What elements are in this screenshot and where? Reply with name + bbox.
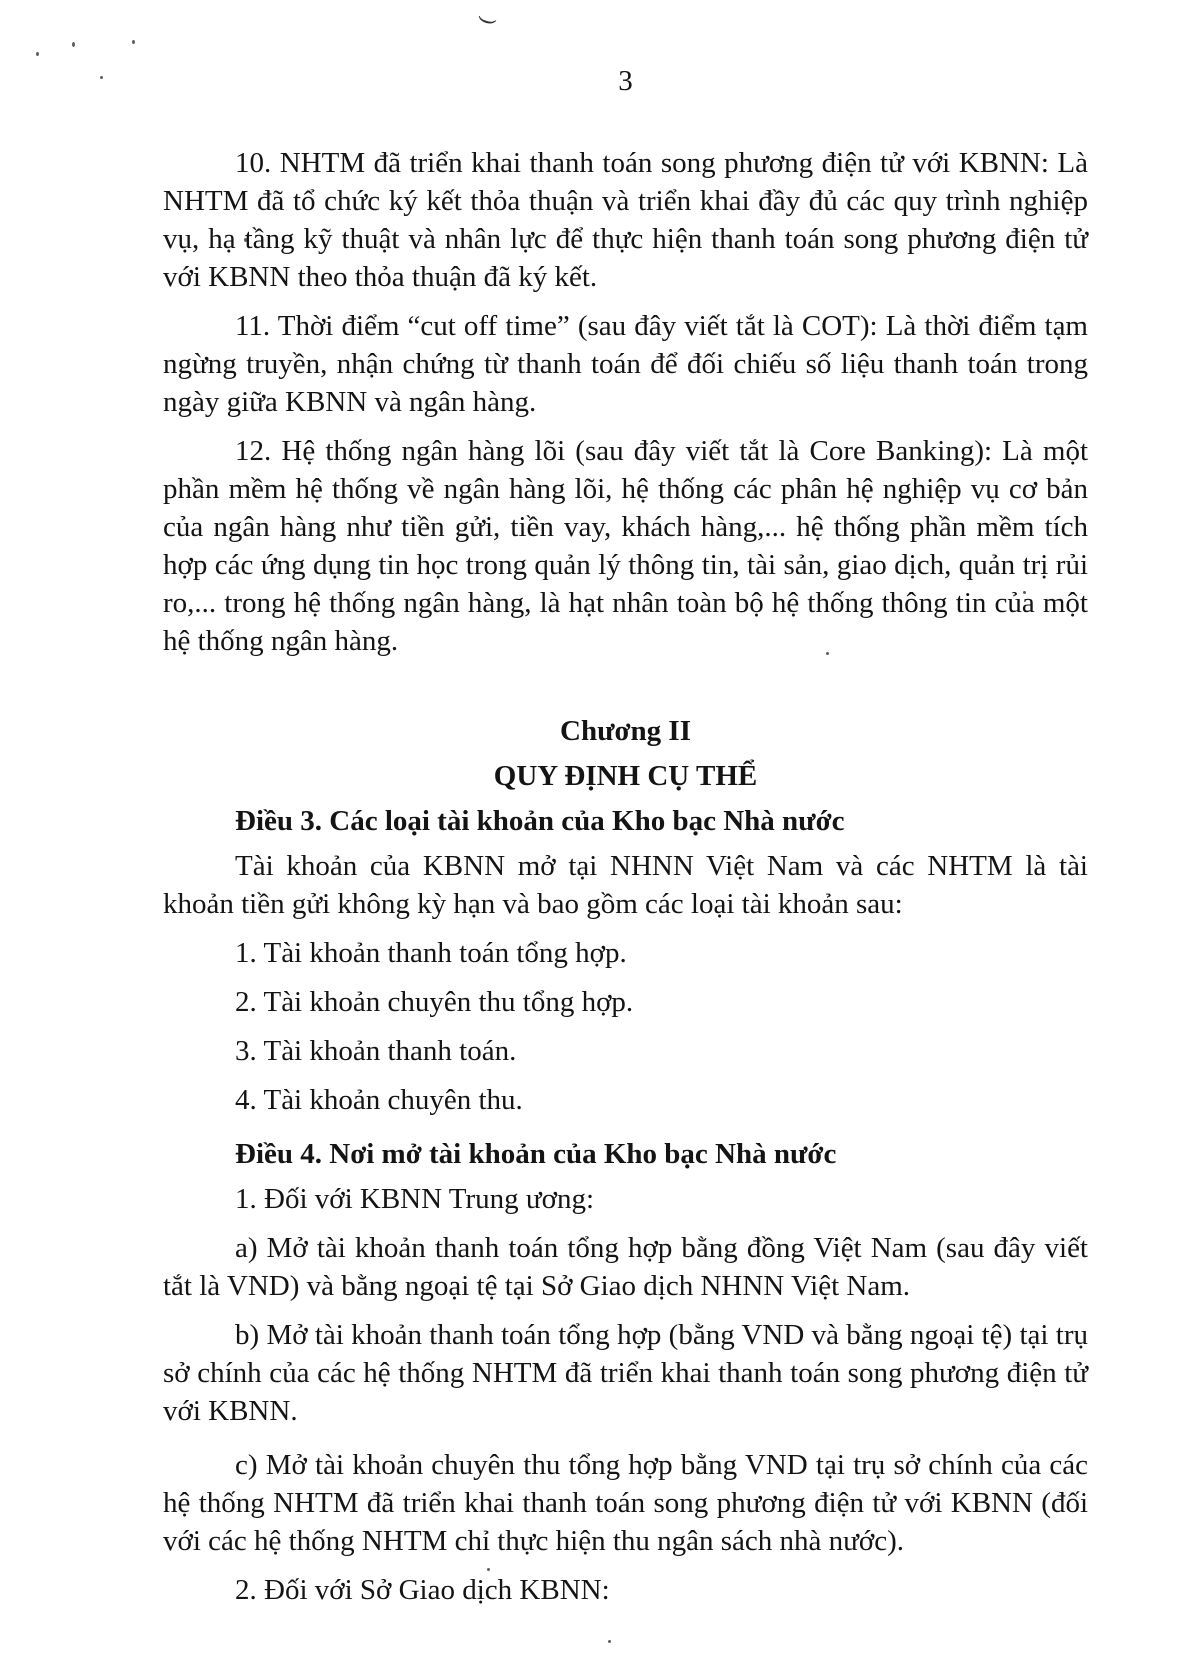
article-4-item-1a: a) Mở tài khoản thanh toán tổng hợp bằng đồng Việt Nam (sau đây viết tắt là VND) và bằng ngoại tệ tại Sở Giao dịch NHNN Việt Nam. xyxy=(163,1232,1088,1302)
article-3-item-2: 2. Tài khoản chuyên thu tổng hợp. xyxy=(235,986,634,1018)
paragraph-definition-12: 12. Hệ thống ngân hàng lõi (sau đây viết tắt là Core Banking): Là một phần mềm hệ thống về ngân hàng lõi, hệ thống các phân hệ nghiệp vụ cơ bản của ngân hàng như tiền gửi, tiền vay, khách hàng,... hệ thống phần mềm tích hợp các ứng dụng tin học trong quản lý thông tin, tài sản, giao dịch, quản trị rủi ro,... trong hệ thống ngân hàng, là hạt nhân toàn bộ hệ thống thông tin của một hệ thống ngân hàng. xyxy=(163,435,1088,657)
text-block xyxy=(163,0,1088,1609)
scan-artifact xyxy=(36,52,39,56)
scan-artifact xyxy=(608,1640,611,1643)
article-4-item-1c: c) Mở tài khoản chuyên thu tổng hợp bằng VND tại trụ sở chính của các hệ thống NHTM đã triển khai thanh toán song phương điện tử với KBNN (đối với các hệ thống NHTM chỉ thực hiện thu ngân sách nhà nước). xyxy=(163,1449,1088,1557)
article-4-item-1b: b) Mở tài khoản thanh toán tổng hợp (bằng VND và bằng ngoại tệ) tại trụ sở chính của các hệ thống NHTM đã triển khai thanh toán song phương điện tử với KBNN. xyxy=(163,1319,1088,1427)
chapter-title: QUY ĐỊNH CỤ THỂ xyxy=(493,760,758,792)
page-number: 3 xyxy=(618,65,633,97)
scan-artifact xyxy=(100,76,103,79)
scan-artifact xyxy=(72,42,75,47)
scan-artifact xyxy=(132,40,135,44)
paragraph-definition-11: 11. Thời điểm “cut off time” (sau đây viết tắt là COT): Là thời điểm tạm ngừng truyền, nhận chứng từ thanh toán để đối chiếu số liệu thanh toán trong ngày giữa KBNN và ngân hàng. xyxy=(163,310,1088,418)
article-3-item-3: 3. Tài khoản thanh toán. xyxy=(235,1035,517,1067)
article-4-item-2: 2. Đối với Sở Giao dịch KBNN: xyxy=(235,1574,610,1606)
article-3-item-1: 1. Tài khoản thanh toán tổng hợp. xyxy=(235,937,627,969)
article-3-item-4: 4. Tài khoản chuyên thu. xyxy=(235,1084,523,1116)
chapter-heading: Chương II xyxy=(560,715,691,747)
article-3-intro: Tài khoản của KBNN mở tại NHNN Việt Nam và các NHTM là tài khoản tiền gửi không kỳ hạn và bao gồm các loại tài khoản sau: xyxy=(163,850,1088,920)
article-4-heading: Điều 4. Nơi mở tài khoản của Kho bạc Nhà nước xyxy=(235,1138,837,1170)
paragraph-definition-10: 10. NHTM đã triển khai thanh toán song phương điện tử với KBNN: Là NHTM đã tổ chức ký kết thỏa thuận và triển khai đầy đủ các quy trình nghiệp vụ, hạ tầng kỹ thuật và nhân lực để thực hiện thanh toán song phương điện tử với KBNN theo thỏa thuận đã ký kết. xyxy=(163,147,1088,293)
article-3-heading: Điều 3. Các loại tài khoản của Kho bạc Nhà nước xyxy=(235,805,845,837)
scan-artifact: ) xyxy=(475,14,501,28)
article-4-item-1: 1. Đối với KBNN Trung ương: xyxy=(235,1183,595,1215)
